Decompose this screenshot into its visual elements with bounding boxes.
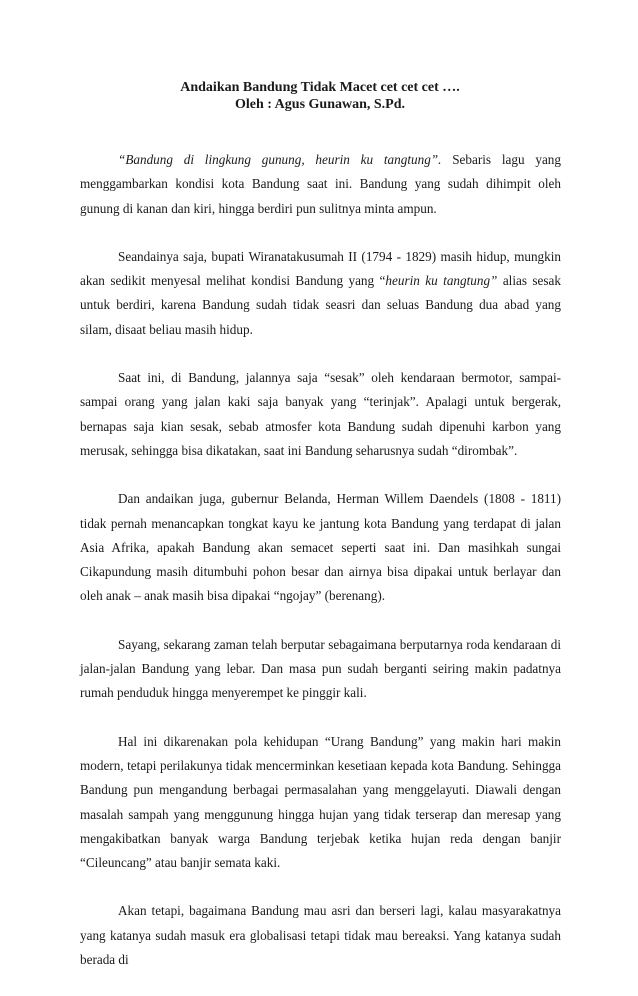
paragraph-2-text-after: alias sesak untuk berdiri, karena Bandung sudah tidak seasri dan seluas Bandung dua abad yang silam, disaat beliau masih hidup. — [80, 273, 561, 337]
document-title: Andaikan Bandung Tidak Macet cet cet cet …. — [180, 80, 460, 95]
paragraph-1-text: Sebaris lagu yang menggambarkan kondisi kota Bandung saat ini. Bandung yang sudah dihimpit oleh gunung di kanan dan kiri, hingga berdiri pun sulitnya minta ampun. — [80, 152, 561, 216]
paragraph-2 — [80, 245, 561, 342]
paragraph-7: Akan tetapi, bagaimana Bandung mau asri dan berseri lagi, kalau masyarakatnya yang katanya sudah masuk era globalisasi tetapi tidak mau bereaksi. Yang katanya sudah berada di — [80, 903, 561, 968]
paragraph-1 — [80, 148, 561, 221]
paragraph-4: Dan andaikan juga, gubernur Belanda, Herman Willem Daendels (1808 - 1811) tidak pernah menancapkan tongkat kayu ke jantung kota Bandung yang terdapat di jalan Asia Afrika, apakah Bandung akan semacet seperti saat ini. Dan masihkah sungai Cikapundung masih ditumbuhi pohon besar dan airnya bisa dipakai untuk berlayar dan oleh anak – anak masih bisa dipakai “ngojay” (berenang). — [80, 491, 561, 604]
paragraph-6: Hal ini dikarenakan pola kehidupan “Urang Bandung” yang makin hari makin modern, tetapi perilakunya tidak mencerminkan kesetiaan kepada kota Bandung. Sehingga Bandung pun mengandung berbagai permasalahan yang menggelayuti. Diawali dengan masalah sampah yang menggunung hingga hujan yang tidak terserap dan meresap yang mengakibatkan banyak warga Bandung terjebak ketika hujan reda dengan banjir “Cileuncang” atau banjir semata kaki. — [80, 733, 561, 871]
document-body — [80, 148, 561, 996]
document-author: Oleh : Agus Gunawan, S.Pd. — [235, 97, 405, 112]
paragraph-2-italic: heurin ku tangtung” — [385, 273, 498, 289]
song-quote: “Bandung di lingkung gunung, heurin ku tangtung”. — [118, 152, 442, 167]
paragraph-3: Saat ini, di Bandung, jalannya saja “sesak” oleh kendaraan bermotor, sampai-sampai orang yang jalan kaki saja banyak yang “terinjak”. Apalagi untuk bergerak, bernapas saja kian sesak, sebab atmosfer kota Bandung sudah dipenuhi karbon yang merusak, sehingga bisa dikatakan, saat ini Bandung seharusnya sudah “dirombak”. — [80, 370, 561, 458]
paragraph-2-text-before: Seandainya saja, bupati Wiranatakusumah II (1794 - 1829) masih hidup, mungkin akan sedikit menyesal melihat kondisi Bandung yang “ — [80, 248, 561, 289]
paragraph-5: Sayang, sekarang zaman telah berputar sebagaimana berputarnya roda kendaraan di jalan-jalan Bandung yang lebar. Dan masa pun sudah berganti seiring makin padatnya rumah penduduk hingga menyerempet ke pinggir kali. — [80, 636, 561, 701]
